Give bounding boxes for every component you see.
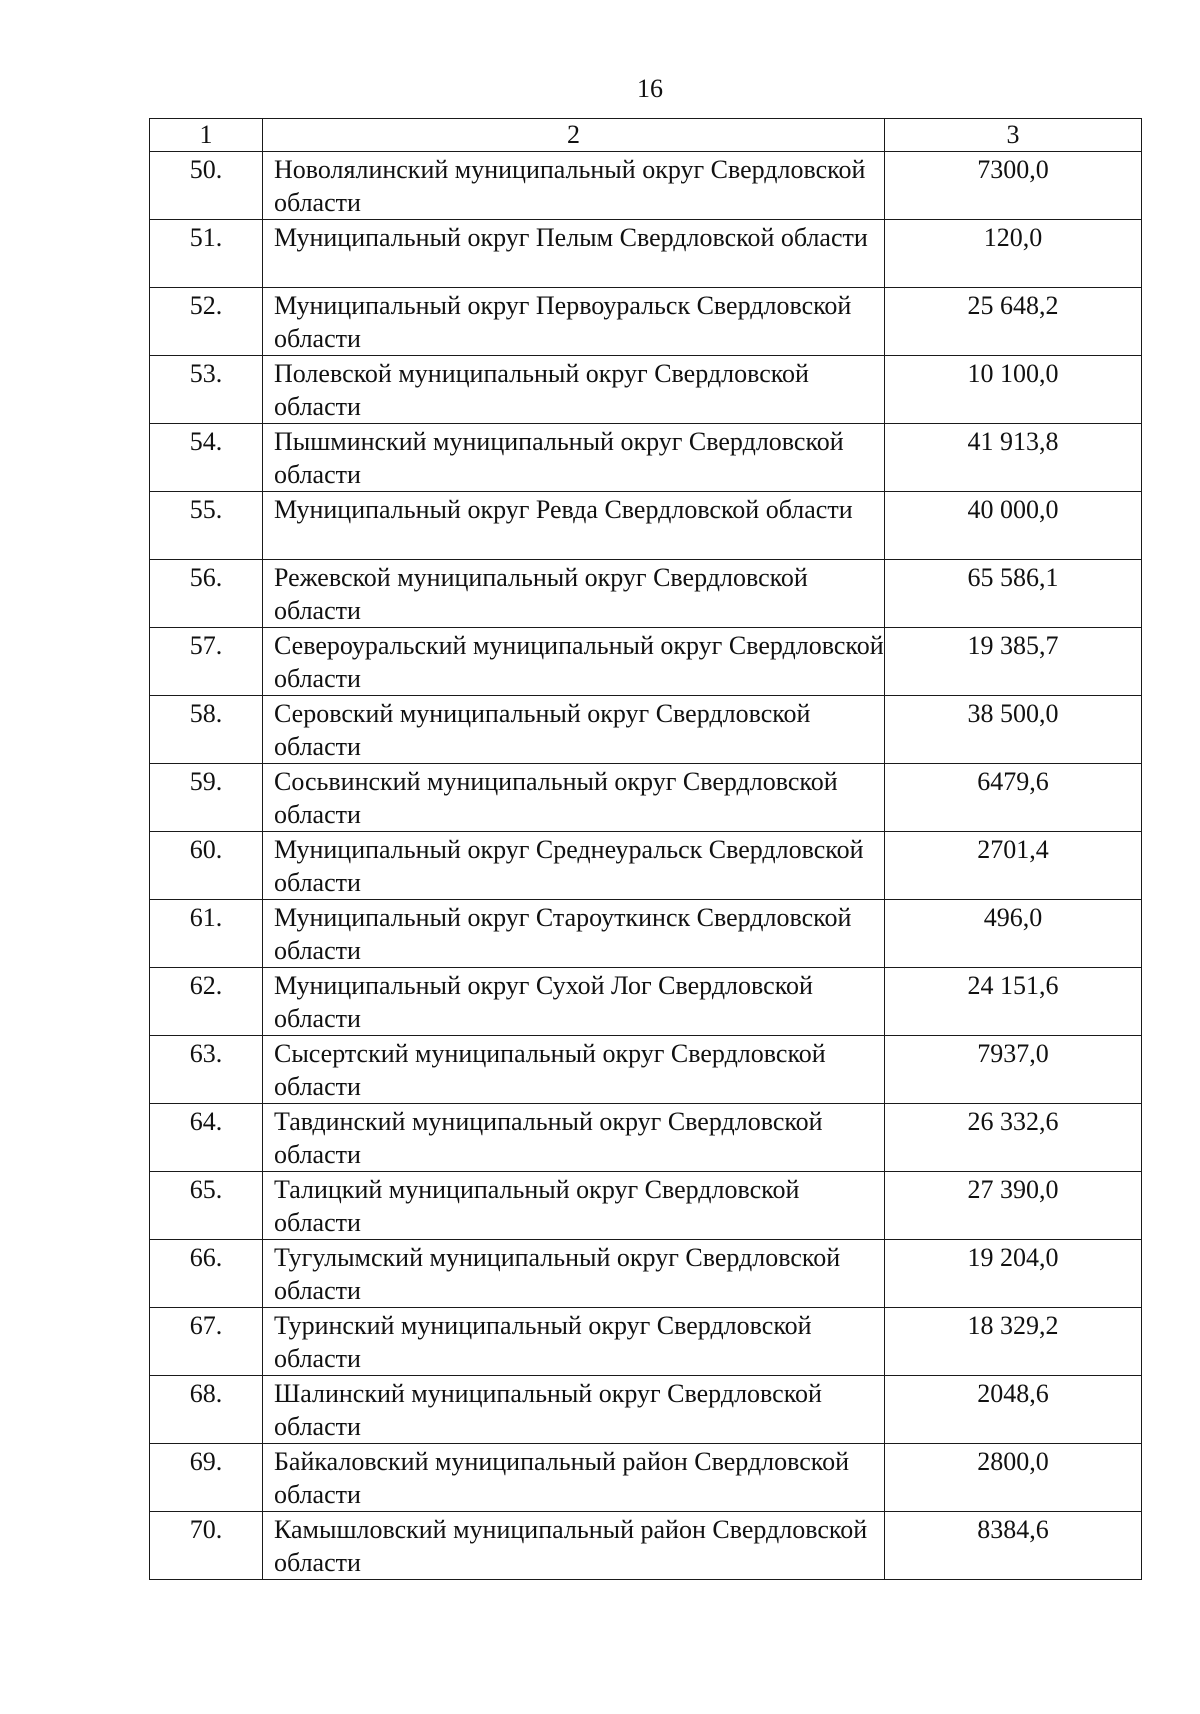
municipality-name-cell: Шалинский муниципальный округ Свердловской области (263, 1376, 885, 1444)
amount-cell: 24 151,6 (885, 968, 1142, 1036)
row-number-cell: 58. (150, 696, 263, 764)
amount-cell: 65 586,1 (885, 560, 1142, 628)
amount-cell: 2800,0 (885, 1444, 1142, 1512)
amount-cell: 2048,6 (885, 1376, 1142, 1444)
row-number-cell: 51. (150, 220, 263, 288)
amount-cell: 18 329,2 (885, 1308, 1142, 1376)
row-number-cell: 50. (150, 152, 263, 220)
row-number-cell: 68. (150, 1376, 263, 1444)
municipality-name-cell: Сысертский муниципальный округ Свердловской области (263, 1036, 885, 1104)
amount-cell: 41 913,8 (885, 424, 1142, 492)
row-number-cell: 57. (150, 628, 263, 696)
table-row (150, 288, 1142, 356)
table-row (150, 628, 1142, 696)
table-row (150, 696, 1142, 764)
table-body (150, 119, 1142, 1580)
row-number-cell: 70. (150, 1512, 263, 1580)
table-row (150, 560, 1142, 628)
amount-cell: 120,0 (885, 220, 1142, 288)
amount-cell: 2701,4 (885, 832, 1142, 900)
row-number-cell: 52. (150, 288, 263, 356)
municipality-name-cell: Камышловский муниципальный район Свердловской области (263, 1512, 885, 1580)
row-number-cell: 61. (150, 900, 263, 968)
amount-cell: 10 100,0 (885, 356, 1142, 424)
municipality-name-cell: Полевской муниципальный округ Свердловской области (263, 356, 885, 424)
table-row (150, 1036, 1142, 1104)
municipality-name-cell: Талицкий муниципальный округ Свердловской области (263, 1172, 885, 1240)
municipality-name-cell: Муниципальный округ Первоуральск Свердловской области (263, 288, 885, 356)
table-row (150, 424, 1142, 492)
municipality-name-cell: Серовский муниципальный округ Свердловской области (263, 696, 885, 764)
municipality-name-cell: Байкаловский муниципальный район Свердловской области (263, 1444, 885, 1512)
municipality-name-cell: Муниципальный округ Среднеуральск Свердловской области (263, 832, 885, 900)
row-number-cell: 67. (150, 1308, 263, 1376)
table-row (150, 900, 1142, 968)
municipality-name-cell: Муниципальный округ Ревда Свердловской области (263, 492, 885, 560)
municipality-name-cell: Туринский муниципальный округ Свердловской области (263, 1308, 885, 1376)
table-row (150, 1376, 1142, 1444)
amount-cell: 40 000,0 (885, 492, 1142, 560)
amount-cell: 38 500,0 (885, 696, 1142, 764)
row-number-cell: 69. (150, 1444, 263, 1512)
municipality-name-cell: Тугулымский муниципальный округ Свердловской области (263, 1240, 885, 1308)
table-row (150, 1308, 1142, 1376)
amount-cell: 7300,0 (885, 152, 1142, 220)
amount-cell: 19 385,7 (885, 628, 1142, 696)
row-number-cell: 59. (150, 764, 263, 832)
row-number-cell: 60. (150, 832, 263, 900)
amount-cell: 7937,0 (885, 1036, 1142, 1104)
column-header-value: 3 (885, 119, 1142, 152)
table-row (150, 968, 1142, 1036)
allocation-table (149, 118, 1142, 1580)
table-row (150, 1104, 1142, 1172)
municipality-name-cell: Пышминский муниципальный округ Свердловской области (263, 424, 885, 492)
table-row (150, 220, 1142, 288)
table-row (150, 832, 1142, 900)
column-header-number: 1 (150, 119, 263, 152)
municipality-name-cell: Тавдинский муниципальный округ Свердловской области (263, 1104, 885, 1172)
table-row (150, 1240, 1142, 1308)
municipality-name-cell: Режевской муниципальный округ Свердловской области (263, 560, 885, 628)
municipality-name-cell: Североуральский муниципальный округ Свердловской области (263, 628, 885, 696)
table-row (150, 1444, 1142, 1512)
table-row (150, 764, 1142, 832)
municipality-name-cell: Муниципальный округ Пелым Свердловской области (263, 220, 885, 288)
municipality-name-cell: Муниципальный округ Староуткинск Свердловской области (263, 900, 885, 968)
column-header-name: 2 (263, 119, 885, 152)
table-row (150, 492, 1142, 560)
row-number-cell: 64. (150, 1104, 263, 1172)
row-number-cell: 53. (150, 356, 263, 424)
amount-cell: 27 390,0 (885, 1172, 1142, 1240)
row-number-cell: 54. (150, 424, 263, 492)
amount-cell: 6479,6 (885, 764, 1142, 832)
page-number: 16 (637, 74, 663, 103)
row-number-cell: 56. (150, 560, 263, 628)
amount-cell: 26 332,6 (885, 1104, 1142, 1172)
table-header-row (150, 119, 1142, 152)
row-number-cell: 55. (150, 492, 263, 560)
table-row (150, 1512, 1142, 1580)
amount-cell: 25 648,2 (885, 288, 1142, 356)
row-number-cell: 65. (150, 1172, 263, 1240)
municipality-name-cell: Муниципальный округ Сухой Лог Свердловской области (263, 968, 885, 1036)
amount-cell: 8384,6 (885, 1512, 1142, 1580)
amount-cell: 496,0 (885, 900, 1142, 968)
municipality-name-cell: Новолялинский муниципальный округ Свердловской области (263, 152, 885, 220)
row-number-cell: 63. (150, 1036, 263, 1104)
table-row (150, 1172, 1142, 1240)
table-row (150, 152, 1142, 220)
table-row (150, 356, 1142, 424)
row-number-cell: 66. (150, 1240, 263, 1308)
row-number-cell: 62. (150, 968, 263, 1036)
amount-cell: 19 204,0 (885, 1240, 1142, 1308)
municipality-name-cell: Сосьвинский муниципальный округ Свердловской области (263, 764, 885, 832)
